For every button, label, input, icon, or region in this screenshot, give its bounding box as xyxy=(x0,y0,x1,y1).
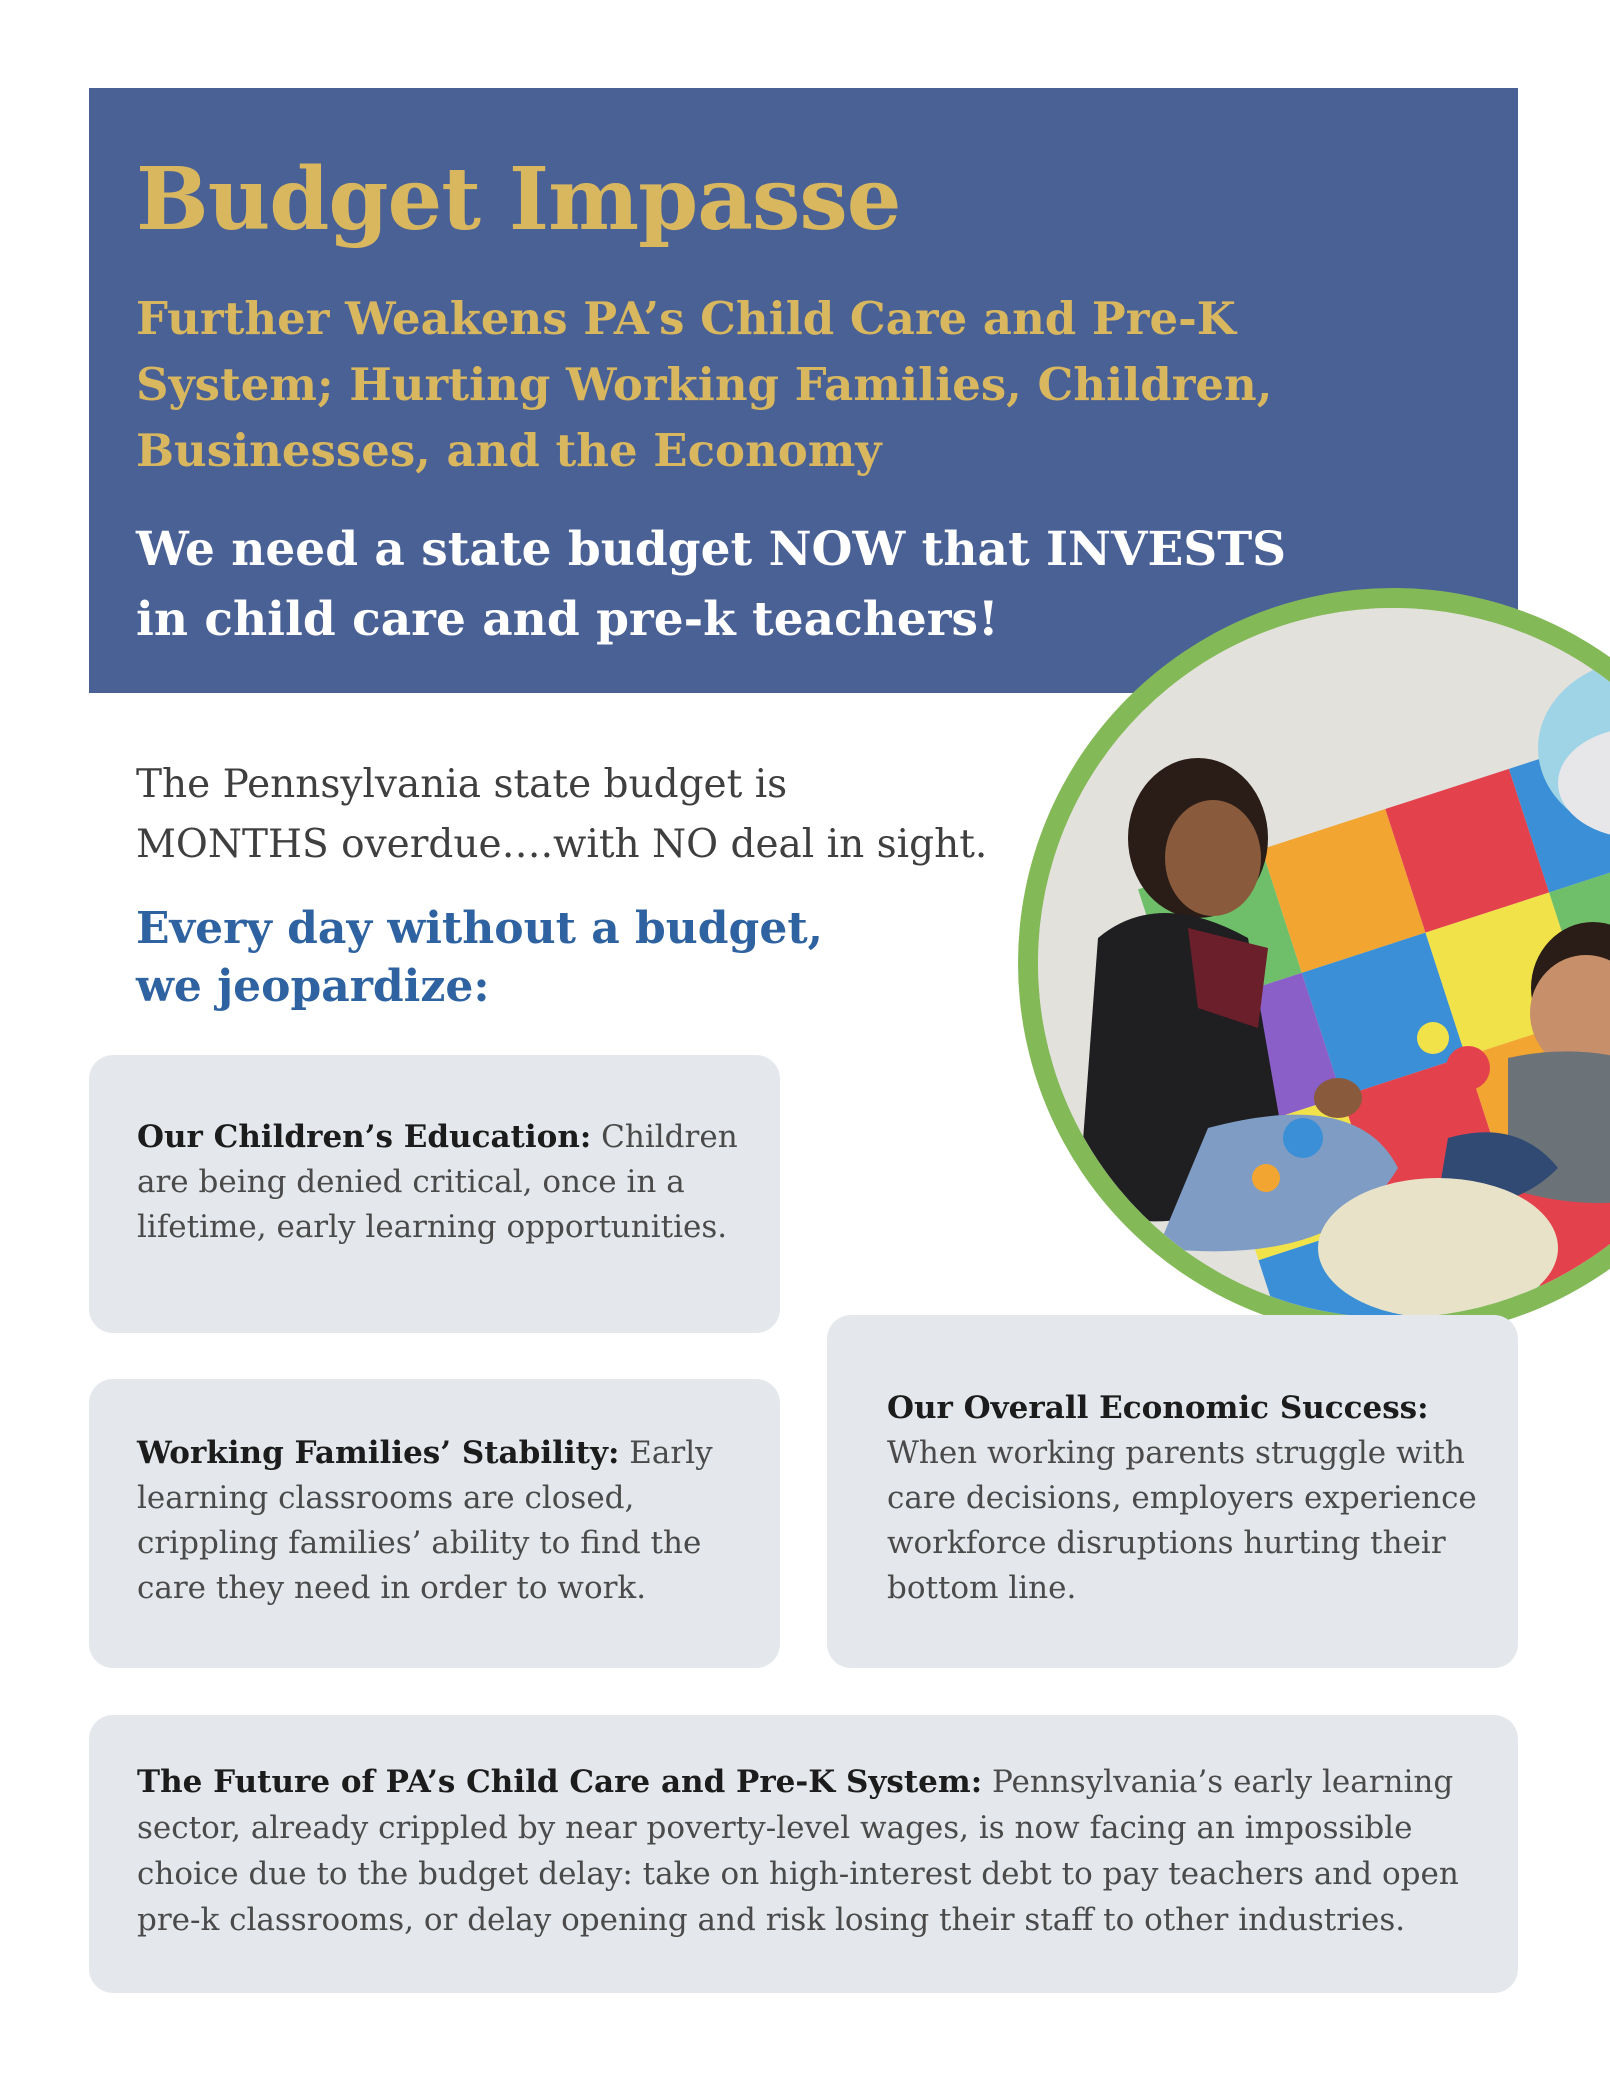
page-subtitle: Further Weakens PA’s Child Care and Pre-K System; Hurting Working Families, Children, Businesses, and the Economy xyxy=(136,292,1273,477)
card-body: When working parents struggle with care decisions, employers experience workforce disruptions hurting their bottom line. xyxy=(887,1435,1477,1606)
card-body: Children are being denied critical, once in a lifetime, early learning opportunities. xyxy=(137,1119,738,1245)
card-title: The Future of PA’s Child Care and Pre-K System: xyxy=(137,1764,983,1800)
callout-text xyxy=(136,515,1396,655)
card-text xyxy=(137,1431,740,1611)
intro-line-2: MONTHS overdue….with NO deal in sight. xyxy=(136,822,988,867)
card-text xyxy=(887,1386,1478,1611)
jeopardize-heading-line-1: Every day without a budget, xyxy=(136,903,823,954)
card-title: Our Children’s Education: xyxy=(137,1119,592,1155)
card-body: Pennsylvania’s early learning sector, already crippled by near poverty-level wages, is now facing an impossible choice due to the budget delay: take on high-interest debt to pay teachers and open pre-k classrooms, or delay opening and risk losing their staff to other industries. xyxy=(137,1764,1459,1938)
page-title: Budget Impasse xyxy=(136,149,901,250)
card-title: Our Overall Economic Success: xyxy=(887,1390,1429,1426)
jeopardize-heading-line-2: we jeopardize: xyxy=(136,961,490,1012)
card-working-families-stability xyxy=(89,1379,780,1668)
intro-text xyxy=(136,755,1036,875)
card-title: Working Families’ Stability: xyxy=(137,1435,620,1471)
card-future-of-pa-child-care xyxy=(89,1715,1518,1993)
callout-line-1: We need a state budget NOW that INVESTS xyxy=(136,522,1287,577)
card-economic-success xyxy=(827,1315,1518,1668)
card-text xyxy=(137,1759,1478,1943)
card-childrens-education xyxy=(89,1055,780,1333)
jeopardize-heading xyxy=(136,900,896,1016)
card-body: Early learning classrooms are closed, crippling families’ ability to find the care they need in order to work. xyxy=(137,1435,713,1606)
intro-line-1: The Pennsylvania state budget is xyxy=(136,762,788,807)
callout-line-2: in child care and pre-k teachers! xyxy=(136,592,999,647)
card-text xyxy=(137,1115,740,1250)
